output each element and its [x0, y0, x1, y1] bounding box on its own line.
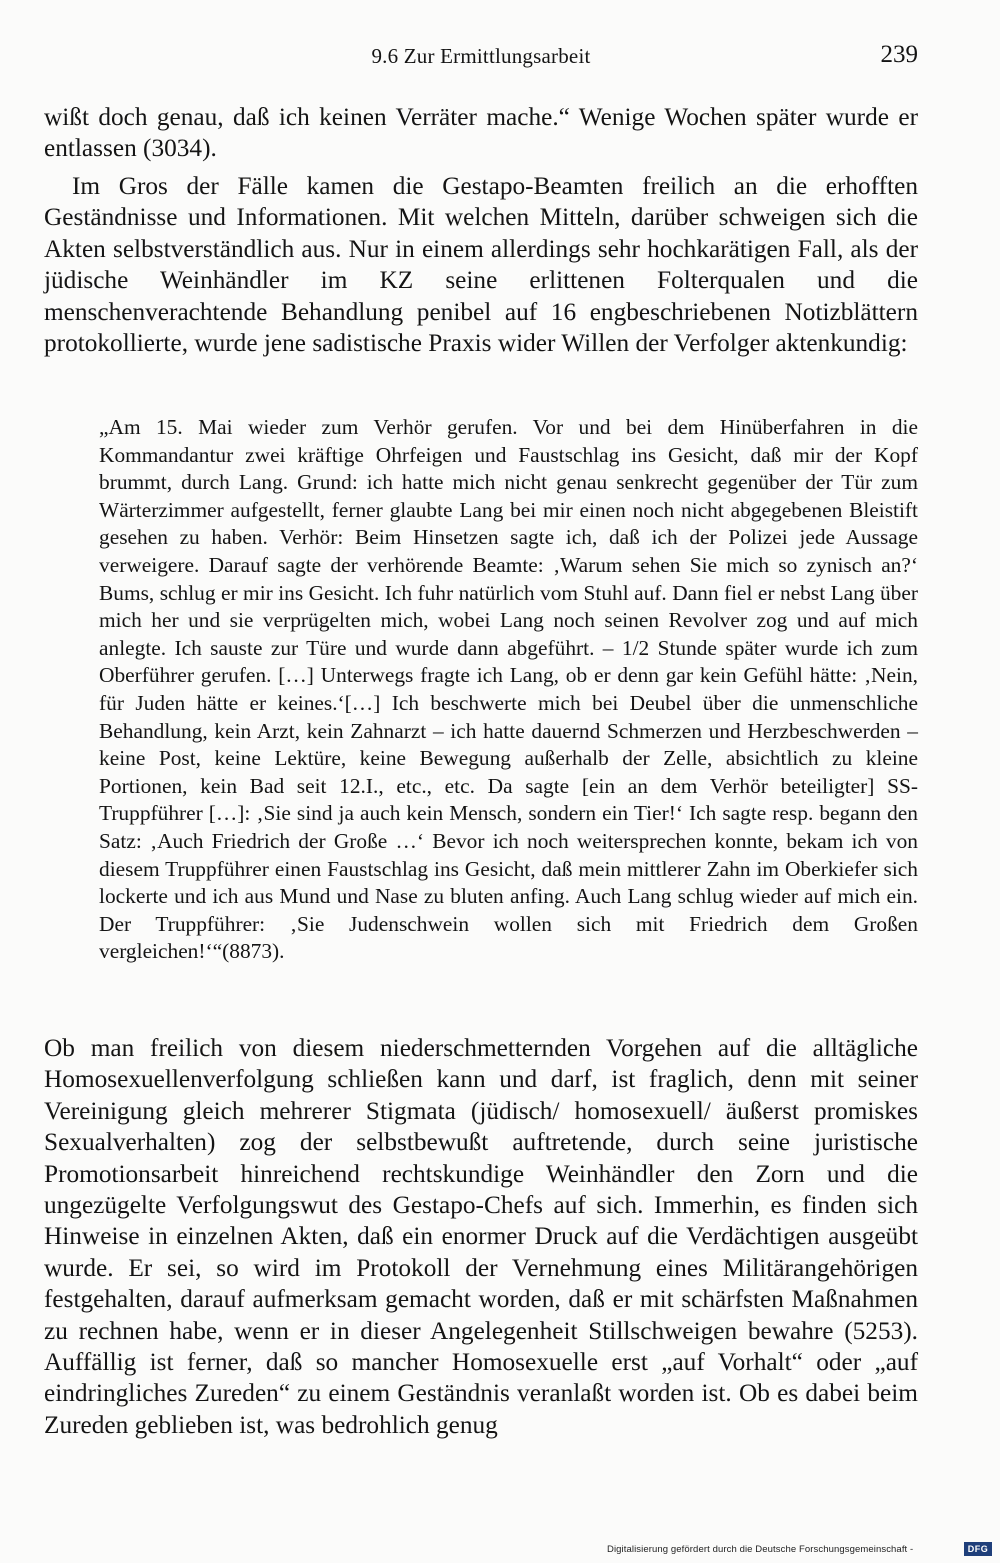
page-number: 239 — [880, 41, 918, 68]
paragraph-continuation — [44, 102, 918, 165]
running-head: 9.6 Zur Ermittlungsarbeit — [371, 44, 591, 68]
paragraph-3: Ob man freilich von diesem niederschmetternden Vorgehen auf die alltägliche Homosexuellenverfolgung schließen kann und darf, ist fraglich, denn mit seiner Vereinigung gleich mehrerer Stigmata (jüdisch/ homosexuell/ äußerst promiskes Sexualverhalten) zog der selbstbewußt auftretende, durch seine juristische Promotionsarbeit hinreichend rechtskundige Weinhändler den Zorn und die ungezügelte Verfolgungswut des Gestapo-Chefs auf sich. Immerhin, es finden sich Hinweise in einzelnen Akten, daß ein enormer Druck auf die Verdächtigen ausgeübt wurde. Er sei, so wird im Protokoll der Vernehmung eines Militärangehörigen festgehalten, darauf aufmerksam gemacht worden, daß er mit schärfsten Maßnahmen zu rechnen habe, wenn er in dieser Angelegenheit Stillschweigen bewahre (5253). Auffällig ist ferner, daß so mancher Homosexuelle erst „auf Vorhalt“ oder „auf eindringliches Zureden“ zu einem Geständnis veranlaßt worden ist. Ob es dabei beim Zureden geblieben ist, was bedrohlich genug — [44, 1034, 918, 1439]
paragraph-1: wißt doch genau, daß ich keinen Verräter mache.“ Wenige Wochen später wurde er entlassen (3034). — [44, 103, 918, 163]
paragraph-block-2 — [44, 171, 918, 359]
paragraph-block-3 — [44, 1033, 918, 1441]
dfg-logo: DFG — [964, 1542, 992, 1556]
paragraph-2: Im Gros der Fälle kamen die Gestapo-Beamten freilich an die erhofften Geständnisse und Informationen. Mit welchen Mitteln, darüber schweigen sich die Akten selbstverständlich aus. Nur in einem allerdings sehr hochkarätigen Fall, als der jüdische Weinhändler im KZ seine erlittenen Folterqualen und die menschenverachtende Behandlung penibel auf 16 engbeschriebenen Notizblättern protokollierte, wurde jene sadistische Praxis wider Willen der Verfolger aktenkundig: — [44, 172, 918, 358]
digitization-credit: Digitalisierung gefördert durch die Deutsche Forschungsgemeinschaft - — [607, 1544, 914, 1555]
block-quote: „Am 15. Mai wieder zum Verhör gerufen. Vor und bei dem Hinüberfahren in die Kommandantur zwei kräftige Ohrfeigen und Faustschlag ins Gesicht, daß mir der Kopf brummt, durch Lang. Grund: ich hatte mich nicht genau senkrecht gegenüber der Tür zum Wärterzimmer aufgestellt, ferner glaubte Lang bei mir einen noch nicht abgegebenen Bleistift gesehen zu haben. Verhör: Beim Hinsetzen sagte ich, daß ich der Polizei jede Aussage verweigere. Darauf sagte der verhörende Beamte: ‚Warum sehen Sie mich so zynisch an?‘ Bums, schlug er mir ins Gesicht. Ich fuhr natürlich vom Stuhl auf. Dann fiel er nebst Lang über mich her und sie verprügelten mich, wobei Lang noch seinen Revolver zog und auf mich anlegte. Ich sauste zur Türe und wurde dann abgeführt. – 1/2 Stunde später wurde ich zum Oberführer gerufen. […] Unterwegs fragte ich Lang, ob er denn gar kein Gefühl hätte: ‚Nein, für Juden hätte er keines.‘[…] Ich beschwerte mich bei Deubel über die unmenschliche Behandlung, kein Arzt, kein Zahnarzt – ich hatte dauernd Schmerzen und Herzbeschwerden – keine Post, keine Lektüre, keine Bewegung außerhalb der Zelle, absichtlich zu kleine Portionen, kein Bad seit 12.I., etc., etc. Da sagte [ein an dem Verhör beteiligter] SS-Truppführer […]: ‚Sie sind ja auch kein Mensch, sondern ein Tier!‘ Ich sagte resp. begann den Satz: ‚Auch Friedrich der Große …‘ Bevor ich noch weitersprechen konnte, bekam ich von diesem Truppführer einen Faustschlag ins Gesicht, daß mein mittlerer Zahn im Oberkiefer sich lockerte und ich aus Mund und Nase zu bluten anfing. Auch Lang schlug wieder auf mich ein. Der Truppführer: ‚Sie Judenschwein wollen sich mit Friedrich dem Großen vergleichen!‘“(8873). — [99, 415, 918, 964]
page-header — [44, 41, 918, 78]
